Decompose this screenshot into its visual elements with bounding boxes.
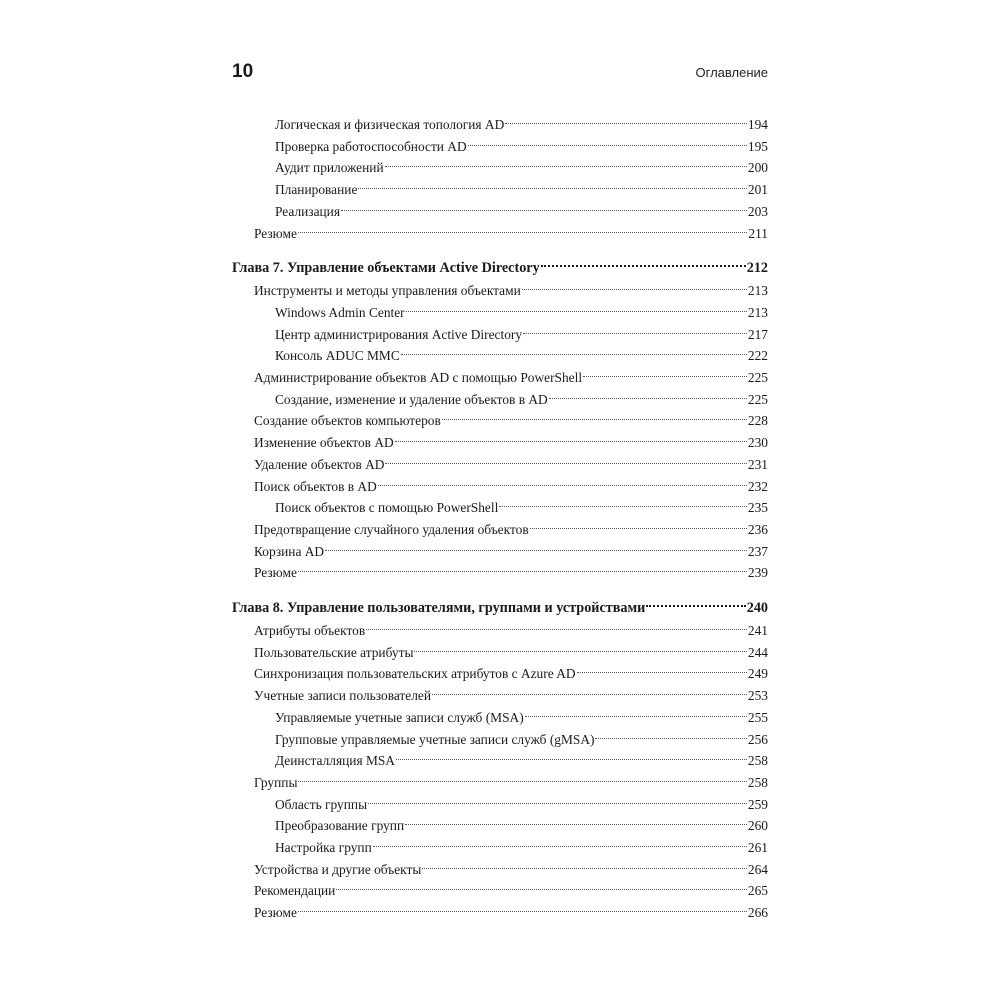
toc-entry-page: 266 bbox=[747, 905, 768, 921]
toc-entry-title: Деинсталляция MSA bbox=[275, 753, 395, 769]
toc-entry-title: Логическая и физическая топология AD bbox=[275, 117, 505, 132]
toc-entry bbox=[0, 361, 1000, 385]
toc-entry-title: Резюме bbox=[254, 565, 297, 581]
toc-entry-title: Управляемые учетные записи служб (MSA) bbox=[275, 709, 524, 725]
toc-entry-title: Групповые управляемые учетные записи служб (gMSA) bbox=[275, 731, 595, 747]
toc-entry-title: Область группы bbox=[275, 796, 368, 812]
toc-entry-page: 239 bbox=[747, 565, 768, 581]
toc-entry-title: Удаление объектов AD bbox=[254, 456, 385, 472]
dot-leader bbox=[583, 356, 747, 377]
toc-entry-page: 260 bbox=[747, 818, 768, 834]
toc-entry-page: 240 bbox=[746, 600, 768, 616]
toc-entry bbox=[0, 636, 1000, 660]
toc-entry-title: Поиск объектов в AD bbox=[254, 478, 377, 494]
toc-entry-title: Поиск объектов с помощью PowerShell bbox=[275, 500, 499, 516]
toc-entry-page: 255 bbox=[747, 709, 768, 725]
dot-leader bbox=[442, 399, 747, 420]
toc-entry-title: Глава 7. Управление объектами Active Directory bbox=[232, 260, 540, 277]
dot-leader bbox=[358, 168, 747, 189]
toc-entry-title: Создание объектов компьютеров bbox=[254, 413, 441, 429]
toc-entry-title: Глава 8. Управление пользователями, группами и устройствами bbox=[232, 600, 646, 616]
dot-leader bbox=[595, 718, 746, 739]
dot-leader bbox=[499, 486, 747, 507]
dot-leader bbox=[422, 848, 747, 869]
toc-entry-page: 231 bbox=[747, 456, 768, 472]
dot-leader bbox=[541, 245, 746, 267]
toc-entry-page: 258 bbox=[747, 753, 768, 769]
toc-entry-title: Администрирование объектов AD с помощью PowerShell bbox=[254, 370, 583, 385]
toc-entry-title: Атрибуты объектов bbox=[254, 623, 366, 638]
dot-leader bbox=[401, 334, 747, 355]
toc-entry bbox=[0, 679, 1000, 704]
toc-entry-title: Группы bbox=[254, 774, 298, 790]
toc-entry-page: 253 bbox=[747, 688, 768, 704]
toc-entry-page: 235 bbox=[747, 500, 768, 516]
toc-entry-title: Учетные записи пользователей bbox=[254, 688, 432, 704]
toc-entry-page: 249 bbox=[747, 666, 768, 682]
toc-entry-page: 230 bbox=[747, 435, 768, 451]
toc-entry-page: 195 bbox=[747, 138, 768, 154]
toc-entry-page: 200 bbox=[747, 160, 768, 176]
toc-chapter bbox=[0, 590, 1000, 616]
dot-leader bbox=[505, 103, 747, 124]
toc-entry-page: 222 bbox=[747, 348, 768, 364]
dot-leader bbox=[525, 696, 747, 717]
toc-entry-title: Резюме bbox=[254, 905, 297, 921]
dot-leader bbox=[577, 652, 747, 673]
dot-leader bbox=[530, 508, 747, 529]
running-head: Оглавление bbox=[695, 65, 768, 80]
toc-chapter bbox=[0, 250, 1000, 277]
dot-leader bbox=[298, 551, 747, 572]
dot-leader bbox=[298, 891, 747, 912]
page-number: 10 bbox=[232, 61, 254, 82]
toc-entry-page: 258 bbox=[747, 774, 768, 790]
toc-entry-page: 225 bbox=[747, 391, 768, 407]
toc-entry bbox=[0, 556, 1000, 581]
toc-entry-title: Настройка групп bbox=[275, 840, 372, 855]
toc-entry-title: Синхронизация пользовательских атрибутов с Azure AD bbox=[254, 666, 576, 682]
toc-entry-title: Центр администрирования Active Directory bbox=[275, 326, 523, 342]
dot-leader bbox=[378, 465, 747, 486]
toc-entry-page: 225 bbox=[747, 370, 768, 385]
toc-entry-page: 194 bbox=[747, 117, 768, 132]
toc-entry-page: 201 bbox=[747, 182, 768, 198]
dot-leader bbox=[368, 783, 747, 804]
dot-leader bbox=[522, 269, 747, 290]
dot-leader bbox=[366, 609, 747, 630]
toc-entry-title: Планирование bbox=[275, 182, 358, 198]
toc-entry-title: Аудит приложений bbox=[275, 160, 384, 176]
toc-entry-title: Преобразование групп bbox=[275, 818, 405, 834]
toc-entry-page: 228 bbox=[747, 413, 768, 429]
toc-entry bbox=[0, 701, 1000, 725]
toc-entry-page: 241 bbox=[747, 623, 768, 638]
toc-entry-page: 217 bbox=[747, 326, 768, 342]
toc-entry bbox=[0, 296, 1000, 320]
toc-entry-title: Консоль ADUC MMC bbox=[275, 348, 400, 364]
toc-entry-title: Корзина AD bbox=[254, 543, 325, 559]
toc-entry-page: 212 bbox=[746, 260, 768, 277]
toc-entry bbox=[0, 896, 1000, 921]
dot-leader bbox=[385, 443, 746, 464]
toc-entry-title: Рекомендации bbox=[254, 883, 336, 899]
dot-leader bbox=[385, 146, 747, 167]
toc-entry-title: Резюме bbox=[254, 225, 297, 241]
dot-leader bbox=[432, 674, 747, 695]
dot-leader bbox=[406, 291, 747, 312]
toc-entry-page: 264 bbox=[747, 861, 768, 877]
toc-entry-title: Предотвращение случайного удаления объектов bbox=[254, 521, 529, 537]
toc-entry bbox=[0, 491, 1000, 516]
toc-entry-title: Реализация bbox=[275, 203, 341, 219]
toc-entry-title: Инструменты и методы управления объектами bbox=[254, 283, 521, 299]
toc-entry-title: Устройства и другие объекты bbox=[254, 861, 422, 877]
toc-entry-page: 256 bbox=[747, 731, 768, 747]
dot-leader bbox=[298, 212, 747, 233]
toc-entry-page: 259 bbox=[747, 796, 768, 812]
dot-leader bbox=[646, 585, 745, 607]
toc-entry-page: 213 bbox=[747, 304, 768, 320]
toc-entry-title: Создание, изменение и удаление объектов в AD bbox=[275, 391, 548, 407]
dot-leader bbox=[298, 761, 746, 782]
dot-leader bbox=[523, 313, 747, 334]
dot-leader bbox=[336, 869, 747, 890]
dot-leader bbox=[549, 378, 747, 399]
toc-entry-page: 236 bbox=[747, 521, 768, 537]
dot-leader bbox=[373, 826, 747, 847]
dot-leader bbox=[341, 190, 747, 211]
dot-leader bbox=[396, 739, 747, 760]
toc-entry-page: 213 bbox=[747, 283, 768, 299]
toc-entry-page: 265 bbox=[747, 883, 768, 899]
toc-entry-title: Пользовательские атрибуты bbox=[254, 644, 414, 660]
toc-entry-page: 203 bbox=[747, 203, 768, 219]
toc-entry-page: 237 bbox=[747, 543, 768, 559]
dot-leader bbox=[395, 421, 747, 442]
toc-entry-title: Windows Admin Center bbox=[275, 304, 405, 320]
toc-entry-page: 244 bbox=[747, 644, 768, 660]
toc-entry-page: 232 bbox=[747, 478, 768, 494]
toc-entry bbox=[0, 339, 1000, 364]
dot-leader bbox=[468, 125, 747, 146]
dot-leader bbox=[405, 804, 747, 825]
toc-entry-title: Изменение объектов AD bbox=[254, 435, 394, 451]
toc-entry-title: Проверка работоспособности AD bbox=[275, 138, 467, 154]
dot-leader bbox=[325, 530, 747, 551]
dot-leader bbox=[414, 631, 746, 652]
toc-entry bbox=[0, 217, 1000, 241]
toc-entry-page: 261 bbox=[747, 840, 768, 855]
toc-entry-page: 211 bbox=[748, 225, 768, 241]
